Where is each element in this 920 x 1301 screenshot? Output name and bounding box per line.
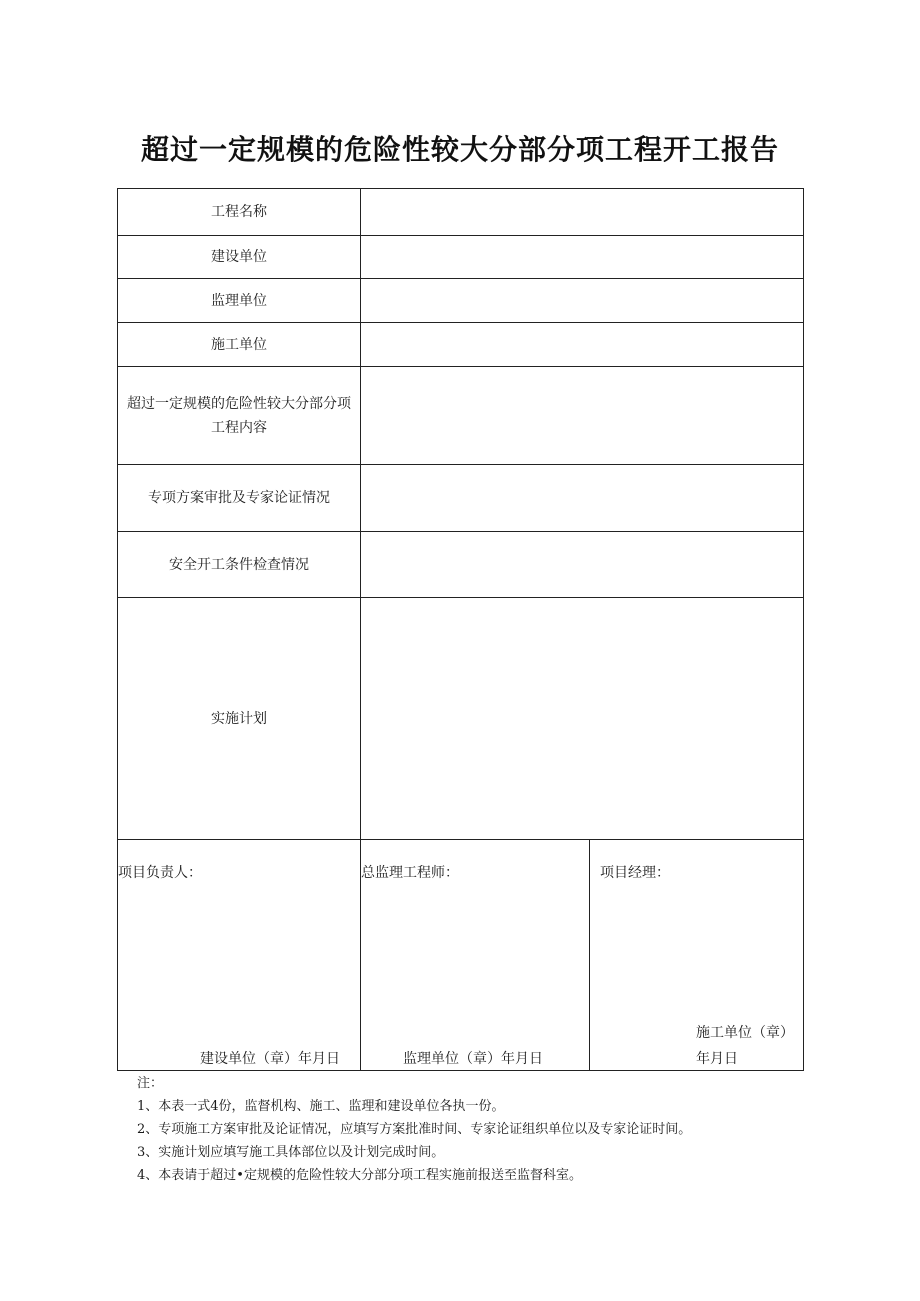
supervision-unit-stamp: 监理单位（章）年月日 [403,1051,543,1067]
project-name-label: 工程名称 [118,189,361,236]
project-content-label-line2: 工程内容 [211,419,267,436]
notes-section [137,1072,691,1187]
contractor-date: 年月日 [696,1051,738,1067]
construction-unit-label: 建设单位 [118,236,361,279]
row-supervision-unit [118,279,804,323]
construction-signature-cell[interactable] [118,840,361,1071]
supervision-unit-field[interactable] [361,279,804,323]
row-plan-review [118,465,804,532]
notes-heading: 注： [137,1076,164,1091]
row-implementation-plan [118,598,804,840]
implementation-plan-field[interactable] [361,598,804,840]
project-content-label-line1: 超过一定规模的危险性较大分部分项 [127,395,351,412]
chief-supervisor-label: 总监理工程师： [361,865,459,881]
supervision-unit-label: 监理单位 [118,279,361,323]
row-project-name [118,189,804,236]
project-name-field[interactable] [361,189,804,236]
contractor-unit-stamp: 施工单位（章） [696,1025,794,1041]
note-item: 2、专项施工方案审批及论证情况，应填写方案批准时间、专家论证组织单位以及专家论证时间。 [137,1122,692,1137]
row-construction-unit [118,236,804,279]
note-item: 1、本表一式4份，监督机构、施工、监理和建设单位各执一份。 [137,1099,505,1114]
project-leader-label: 项目负责人： [118,865,202,881]
row-project-content [118,367,804,465]
row-contractor-unit [118,323,804,367]
row-signatures [118,840,804,1071]
supervision-signature-cell[interactable] [361,840,590,1071]
project-content-field[interactable] [361,367,804,465]
construction-unit-field[interactable] [361,236,804,279]
contractor-signature-cell[interactable] [590,840,804,1071]
implementation-plan-label: 实施计划 [118,598,361,840]
report-form-table [117,188,804,1071]
contractor-unit-field[interactable] [361,323,804,367]
contractor-unit-label: 施工单位 [118,323,361,367]
plan-review-label: 专项方案审批及专家论证情况 [118,465,361,532]
project-content-label [118,367,361,465]
safety-check-field[interactable] [361,532,804,598]
safety-check-label: 安全开工条件检查情况 [118,532,361,598]
construction-unit-stamp: 建设单位（章）年月日 [200,1051,340,1067]
plan-review-field[interactable] [361,465,804,532]
page-title: 超过一定规模的危险性较大分部分项工程开工报告 [140,133,779,166]
project-manager-label: 项目经理： [600,865,670,881]
row-safety-check [118,532,804,598]
note-item: 4、本表请于超过•定规模的危险性较大分部分项工程实施前报送至监督科室。 [137,1168,582,1183]
note-item: 3、实施计划应填写施工具体部位以及计划完成时间。 [137,1145,445,1160]
